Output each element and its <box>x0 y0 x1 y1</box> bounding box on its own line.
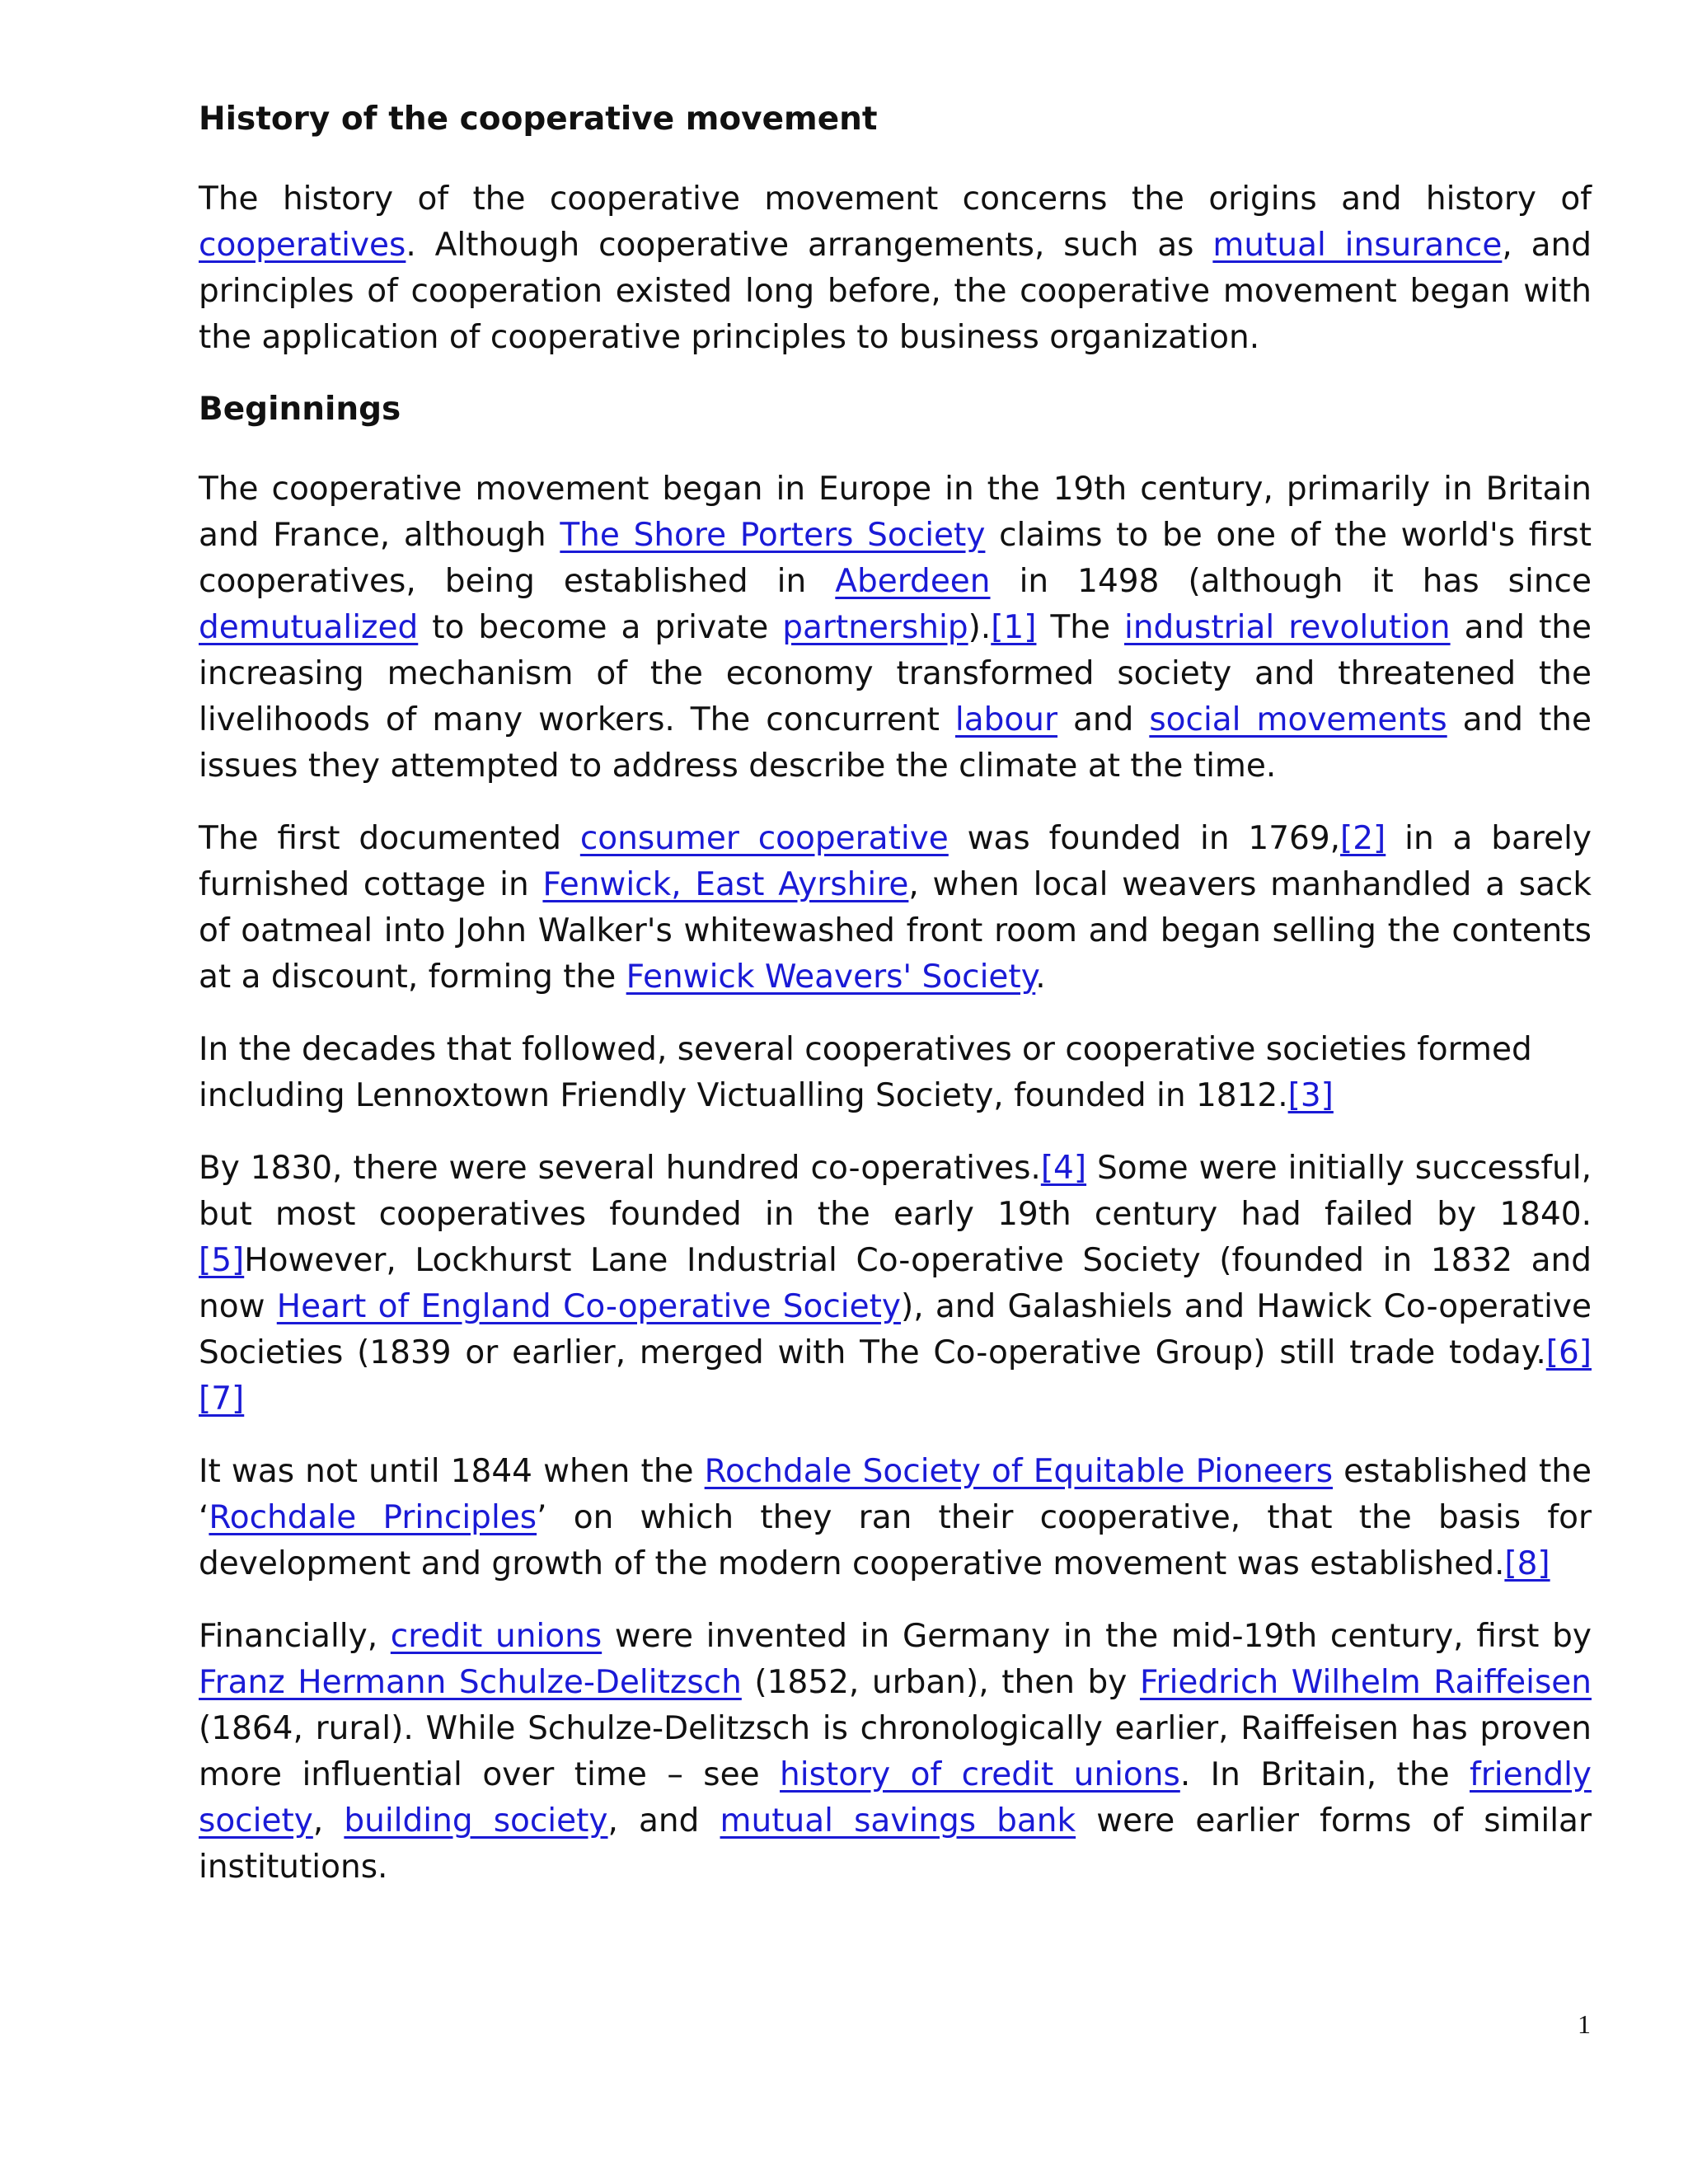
link-industrial-revolution[interactable]: industrial revolution <box>1124 609 1451 646</box>
link-mutual-savings-bank[interactable]: mutual savings bank <box>720 1802 1076 1840</box>
intro-paragraph: The history of the cooperative movement concerns the origins and history of cooperatives. Although cooperative arrangements, such as mutual insurance, and principles of cooperation existed long before, the cooperative movement began with the application of cooperative principles to business organization. <box>199 180 1592 356</box>
citation-3[interactable]: [3] <box>1287 1077 1334 1114</box>
citation-6[interactable]: [6] <box>1545 1334 1592 1371</box>
citation-5[interactable]: [5] <box>199 1242 245 1279</box>
citation-7[interactable]: [7] <box>199 1380 245 1418</box>
link-cooperatives[interactable]: cooperatives <box>199 227 406 264</box>
section-heading-beginnings: Beginnings <box>199 391 401 428</box>
paragraph-1830: By 1830, there were several hundred co-operatives.[4] Some were initially successful, but most cooperatives founded in the early 19th century had failed by 1840.[5]However, Lockhurst Lane Industrial Co-operative Society (founded in 1832 and now Heart of England Co-operative Society), and Galashiels and Hawick Co-operative Societies (1839 or earlier, merged with The Co-operative Group) still trade today.[6][7] <box>199 1150 1592 1418</box>
paragraph-rochdale: It was not until 1844 when the Rochdale Society of Equitable Pioneers established the ‘Rochdale Principles’ on which they ran their cooperative, that the basis for development and growth of the modern cooperative movement was established.[8] <box>199 1453 1592 1582</box>
link-social-movements[interactable]: social movements <box>1149 701 1447 738</box>
link-schulze-delitzsch[interactable]: Franz Hermann Schulze-Delitzsch <box>199 1664 742 1701</box>
link-heart-of-england-co-operative-society[interactable]: Heart of England Co-operative Society <box>276 1288 901 1325</box>
citation-8[interactable]: [8] <box>1504 1545 1550 1582</box>
link-fenwick-weavers-society[interactable]: Fenwick Weavers' Society <box>626 958 1036 996</box>
link-partnership[interactable]: partnership <box>782 609 968 646</box>
link-raiffeisen[interactable]: Friedrich Wilhelm Raiffeisen <box>1139 1664 1592 1701</box>
link-aberdeen[interactable]: Aberdeen <box>835 563 991 600</box>
link-rochdale-principles[interactable]: Rochdale Principles <box>209 1499 537 1536</box>
citation-2[interactable]: [2] <box>1340 820 1386 857</box>
citation-1[interactable]: [1] <box>991 609 1037 646</box>
link-rochdale-society[interactable]: Rochdale Society of Equitable Pioneers <box>704 1453 1334 1490</box>
paragraph-lennoxtown: In the decades that followed, several cooperatives or cooperative societies formed including Lennoxtown Friendly Victualling Society, founded in 1812.[3] <box>199 1031 1532 1114</box>
paragraph-credit-unions: Financially, credit unions were invented in Germany in the mid-19th century, first by Franz Hermann Schulze-Delitzsch (1852, urban), then by Friedrich Wilhelm Raiffeisen (1864, rural). While Schulze-Delitzsch is chronologically earlier, Raiffeisen has proven more influential over time – see history of credit unions. In Britain, the friendly society, building society, and mutual savings bank were earlier forms of similar institutions. <box>199 1618 1592 1886</box>
link-credit-unions[interactable]: credit unions <box>390 1618 603 1655</box>
link-fenwick-east-ayrshire[interactable]: Fenwick, East Ayrshire <box>542 866 909 903</box>
paragraph-first-consumer-cooperative: The first documented consumer cooperative was founded in 1769,[2] in a barely furnished cottage in Fenwick, East Ayrshire, when local weavers manhandled a sack of oatmeal into John Walker's whitewashed front room and began selling the contents at a discount, forming the Fenwick Weavers' Society. <box>199 820 1592 996</box>
link-shore-porters-society[interactable]: The Shore Porters Society <box>560 517 986 554</box>
citation-4[interactable]: [4] <box>1040 1150 1087 1187</box>
link-demutualized[interactable]: demutualized <box>199 609 419 646</box>
link-building-society[interactable]: building society <box>344 1802 608 1840</box>
document-title: History of the cooperative movement <box>199 101 878 138</box>
link-friendly-society[interactable]: friendly society <box>199 1756 1592 1840</box>
link-mutual-insurance[interactable]: mutual insurance <box>1212 227 1503 264</box>
link-labour[interactable]: labour <box>954 701 1058 738</box>
link-consumer-cooperative[interactable]: consumer cooperative <box>579 820 949 857</box>
document-page <box>199 97 1592 1917</box>
paragraph-beginnings: The cooperative movement began in Europe in the 19th century, primarily in Britain and France, although The Shore Porters Society claims to be one of the world's first cooperatives, being established in Aberdeen in 1498 (although it has since demutualized to become a private partnership).[1] The industrial revolution and the increasing mechanism of the economy transformed society and threatened the livelihoods of many workers. The concurrent labour and social movements and the issues they attempted to address describe the climate at the time. <box>199 471 1592 785</box>
page-number: 1 <box>1578 2009 1591 2039</box>
link-history-of-credit-unions[interactable]: history of credit unions <box>780 1756 1180 1793</box>
